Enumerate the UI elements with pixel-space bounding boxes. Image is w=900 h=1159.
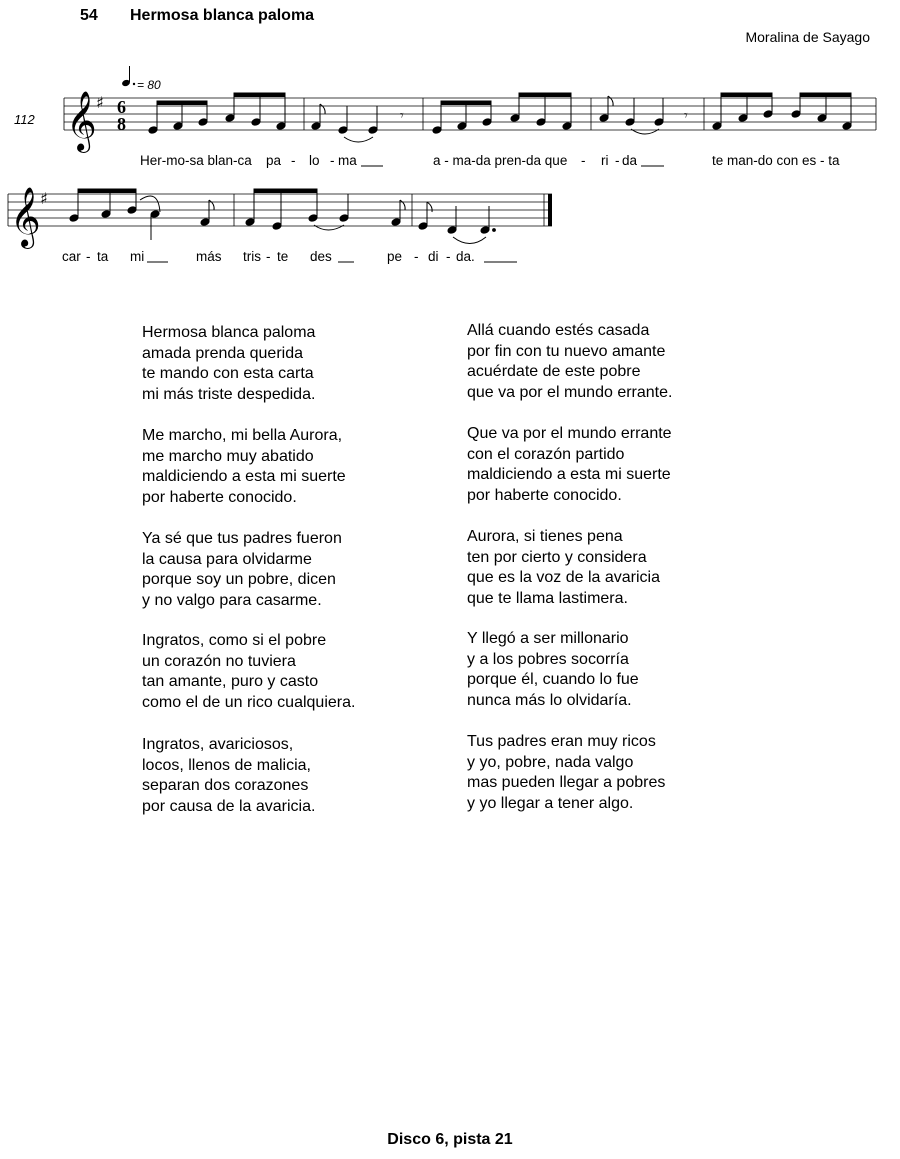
- measure-5: [712, 93, 852, 130]
- svg-text:lo: lo: [309, 153, 320, 168]
- stanza-left-1: Hermosa blanca paloma amada prenda querida te mando con esta carta mi más triste despedida.: [142, 324, 316, 403]
- svg-text:ri: ri: [601, 153, 609, 168]
- stanza-right-2: Que va por el mundo errante con el corazón partido maldiciendo a esta mi suerte por haberte conocido.: [467, 425, 672, 504]
- svg-text:-: -: [330, 153, 335, 168]
- song-number: 54: [80, 7, 98, 24]
- key-signature-sharp-icon: ♯: [40, 189, 48, 208]
- measure-2: [311, 104, 404, 142]
- svg-text:más: más: [196, 249, 222, 264]
- song-place: Moralina de Sayago: [745, 29, 870, 45]
- stanza-left-2: Me marcho, mi bella Aurora, me marcho muy abatido maldiciendo a esta mi suerte por haberte conocido.: [142, 427, 346, 506]
- measure-8: [418, 202, 495, 244]
- svg-text:-: -: [291, 153, 296, 168]
- svg-text:-: -: [446, 249, 451, 264]
- svg-text:-: -: [86, 249, 91, 264]
- treble-clef-icon: 𝄞: [66, 91, 97, 151]
- svg-text:𝄾: 𝄾: [400, 107, 404, 123]
- svg-text:tris: tris: [243, 249, 261, 264]
- svg-text:-: -: [266, 249, 271, 264]
- svg-text:mi: mi: [130, 249, 145, 264]
- svg-text:da: da: [622, 153, 638, 168]
- stanza-right-1: Allá cuando estés casada por fin con tu nuevo amante acuérdate de este pobre que va por el mundo errante.: [467, 322, 673, 401]
- tempo-value: = 80: [137, 78, 161, 92]
- tempo-marking: [121, 66, 161, 92]
- song-title: Hermosa blanca paloma: [130, 7, 315, 24]
- svg-text:ta: ta: [97, 249, 109, 264]
- svg-text:-: -: [581, 153, 586, 168]
- time-signature: [117, 97, 126, 134]
- stanza-right-3: Aurora, si tienes pena ten por cierto y considera que es la voz de la avaricia que te llama lastimera.: [467, 528, 660, 607]
- svg-text:pe: pe: [387, 249, 403, 264]
- lyrics-line-1: [140, 153, 840, 168]
- staff-2: [8, 194, 552, 226]
- svg-text:8: 8: [117, 114, 126, 134]
- svg-text:𝄾: 𝄾: [684, 107, 688, 123]
- measure-number: 112: [14, 112, 35, 127]
- svg-text:6: 6: [117, 97, 126, 117]
- stanza-left-3: Ya sé que tus padres fueron la causa para olvidarme porque soy un pobre, dicen y no valgo para casarme.: [142, 530, 342, 609]
- svg-text:-: -: [414, 249, 419, 264]
- svg-text:-: -: [615, 153, 620, 168]
- svg-text:te: te: [277, 249, 289, 264]
- svg-text:des: des: [310, 249, 332, 264]
- svg-text:a - ma-da pren-da que: a - ma-da pren-da que: [433, 153, 568, 168]
- lyrics-line-2: [62, 249, 517, 264]
- music-score: [0, 0, 900, 280]
- stanza-left-5: Ingratos, avariciosos, locos, llenos de malicia, separan dos corazones por causa de la avaricia.: [142, 736, 316, 815]
- stanza-right-4: Y llegó a ser millonario y a los pobres socorría porque él, cuando lo fue nunca más lo olvidaría.: [467, 630, 639, 709]
- svg-text:da.: da.: [456, 249, 475, 264]
- svg-text:pa: pa: [266, 153, 282, 168]
- svg-text:Her-mo-sa blan-ca: Her-mo-sa blan-ca: [140, 153, 252, 168]
- measure-6: [69, 189, 214, 240]
- treble-clef-icon: 𝄞: [10, 187, 41, 247]
- stanza-left-4: Ingratos, como si el pobre un corazón no tuviera tan amante, puro y casto como el de un rico cualquiera.: [142, 632, 356, 711]
- svg-text:car: car: [62, 249, 81, 264]
- svg-text:ma: ma: [338, 153, 357, 168]
- svg-text:di: di: [428, 249, 439, 264]
- svg-text:te man-do con es - ta: te man-do con es - ta: [712, 153, 840, 168]
- footer-track-info: Disco 6, pista 21: [387, 1131, 513, 1148]
- key-signature-sharp-icon: ♯: [96, 93, 104, 112]
- measure-4: [599, 96, 688, 134]
- stanza-right-5: Tus padres eran muy ricos y yo, pobre, nada valgo mas pueden llegar a pobres y yo llegar a tener algo.: [467, 733, 666, 812]
